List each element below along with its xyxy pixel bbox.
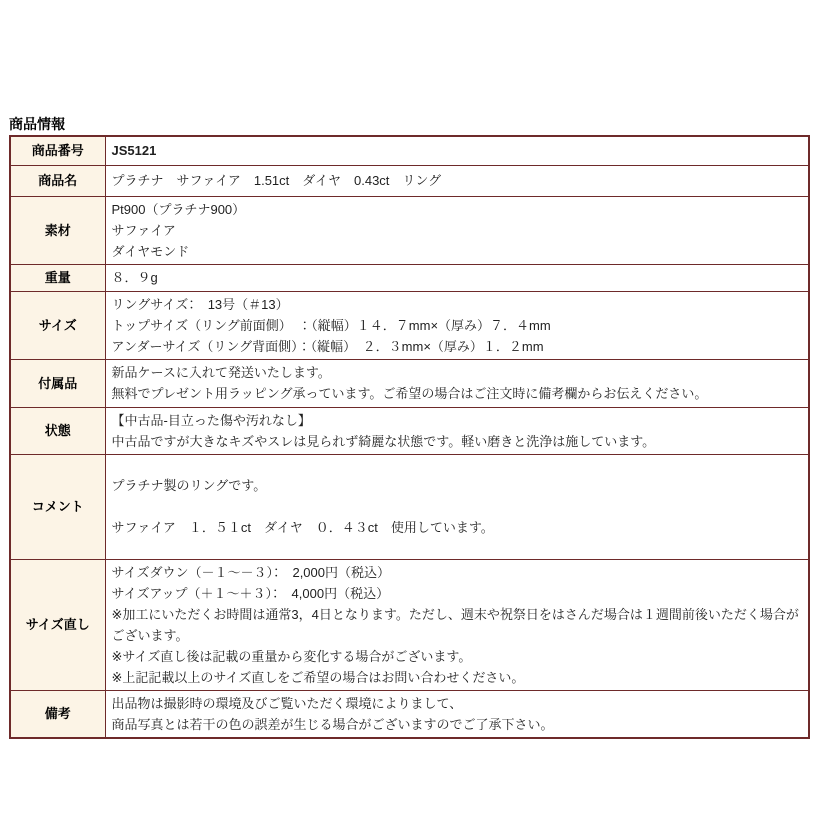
product-info-table (9, 135, 810, 739)
row-label: 状態 (10, 407, 105, 454)
row-value: プラチナ サファイア 1.51ct ダイヤ 0.43ct リング (105, 165, 809, 196)
row-value: リングサイズ： 13号（＃13） トップサイズ（リング前面側） ：（縦幅）１４．７mm×（厚み）７．４mm アンダーサイズ（リング背面側）：（縦幅） ２．３mm×（厚み）１．２mm (105, 291, 809, 359)
table-row (10, 559, 809, 690)
row-value: サイズダウン（－１～－３）： 2,000円（税込） サイズアップ（＋１～＋３）： 4,000円（税込） ※加工にいただくお時間は通常3，4日となります。ただし、週末や祝祭日をはさんだ場合は１週間前後いただく場合がございます。 ※サイズ直し後は記載の重量から変化する場合がございます。 ※上記記載以上のサイズ直しをご希望の場合はお問い合わせください。 (105, 559, 809, 690)
row-value: 出品物は撮影時の環境及びご覧いただく環境によりまして、 商品写真とは若干の色の誤差が生じる場合がございますのでご了承下さい。 (105, 690, 809, 738)
table-row (10, 291, 809, 359)
product-table-body (10, 136, 809, 738)
row-label: 商品番号 (10, 136, 105, 165)
table-row (10, 407, 809, 454)
table-row (10, 454, 809, 559)
page-title: 商品情報 (9, 116, 65, 132)
row-label: サイズ (10, 291, 105, 359)
row-value: 【中古品-目立った傷や汚れなし】 中古品ですが大きなキズやスレは見られず綺麗な状態です。軽い磨きと洗浄は施しています。 (105, 407, 809, 454)
row-value: 新品ケースに入れて発送いたします。 無料でプレゼント用ラッピング承っています。ご希望の場合はご注文時に備考欄からお伝えください。 (105, 359, 809, 407)
row-value: Pt900（プラチナ900） サファイア ダイヤモンド (105, 196, 809, 264)
row-value: ８．９g (105, 264, 809, 291)
table-row (10, 690, 809, 738)
table-row (10, 264, 809, 291)
row-label: 重量 (10, 264, 105, 291)
row-label: サイズ直し (10, 559, 105, 690)
row-value: プラチナ製のリングです。 サファイア １．５１ct ダイヤ ０．４３ct 使用しています。 (105, 454, 809, 559)
row-label: 備考 (10, 690, 105, 738)
row-value: JS5121 (105, 136, 809, 165)
row-label: コメント (10, 454, 105, 559)
row-label: 付属品 (10, 359, 105, 407)
table-row (10, 196, 809, 264)
row-label: 素材 (10, 196, 105, 264)
table-row (10, 136, 809, 165)
table-row (10, 359, 809, 407)
table-row (10, 165, 809, 196)
row-label: 商品名 (10, 165, 105, 196)
